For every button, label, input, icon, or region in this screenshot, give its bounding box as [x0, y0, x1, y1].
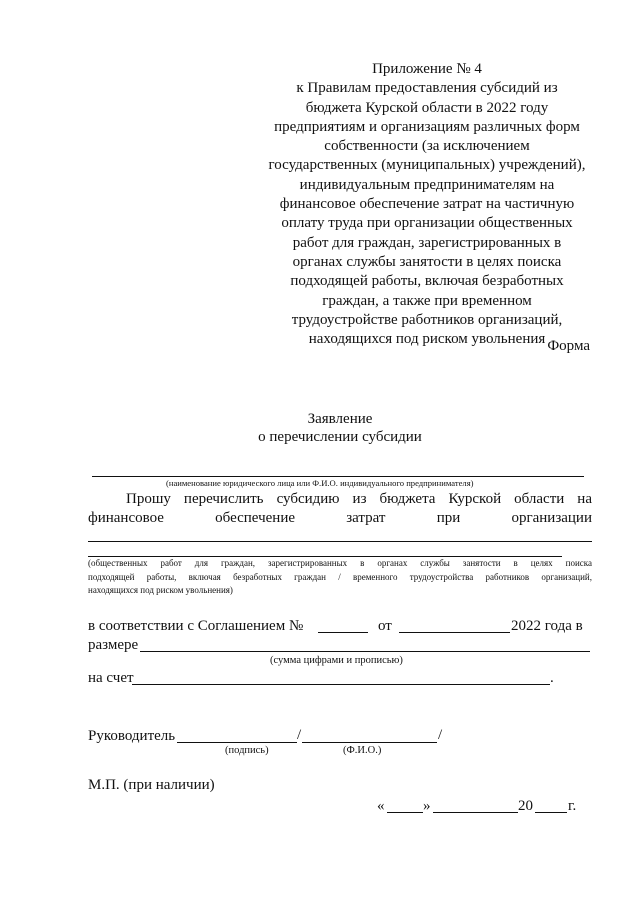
appendix-line: подходящей работы, включая безработных: [290, 273, 564, 290]
appendix-line: трудоустройстве работников организаций,: [291, 311, 563, 328]
appendix-line: бюджета Курской области в 2022 году: [305, 99, 549, 116]
purpose-caption: [88, 557, 592, 598]
appendix-line: работ для граждан, зарегистрированных в: [292, 234, 562, 251]
purpose-caption-line: (общественных работ для граждан, зарегистрированных в органах службы занятости в целях поиска: [88, 558, 592, 568]
appendix-line: органах службы занятости в целях поиска: [292, 253, 562, 270]
applicant-caption: (наименование юридического лица или Ф.И.О. индивидуального предпринимателя): [166, 478, 474, 488]
signature-slash-1: /: [297, 727, 302, 743]
appendix-header: [262, 60, 592, 349]
appendix-line: финансовое обеспечение затрат на частичную: [279, 196, 575, 213]
name-field[interactable]: [302, 742, 437, 743]
account-field[interactable]: [132, 684, 550, 685]
appendix-line: индивидуальным предпринимателям на: [299, 176, 555, 193]
amount-field[interactable]: [140, 651, 590, 652]
title-line-2: о перечислении субсидии: [258, 429, 422, 445]
document-title: [240, 410, 440, 446]
appendix-line: к Правилам предоставления субсидий из: [296, 80, 558, 97]
agreement-year: 2022 года в: [511, 618, 583, 634]
date-year-field[interactable]: [535, 812, 567, 813]
date-open-quote: «: [377, 798, 385, 814]
agreement-number-field[interactable]: [318, 632, 368, 633]
appendix-line: граждан, а также при временном: [322, 292, 532, 309]
appendix-line: Приложение № 4: [372, 61, 482, 77]
account-label: на счет: [88, 670, 134, 686]
appendix-line: государственных (муниципальных) учреждений),: [268, 157, 586, 174]
head-label: Руководитель: [88, 728, 176, 744]
date-day-field[interactable]: [387, 812, 423, 813]
appendix-line: оплату труда при организации общественных: [281, 215, 573, 232]
form-label: Форма: [547, 338, 590, 354]
account-end: .: [550, 670, 554, 686]
stamp-label: М.П. (при наличии): [88, 777, 215, 793]
date-month-field[interactable]: [433, 812, 518, 813]
amount-label: размере: [88, 637, 139, 653]
title-line-1: Заявление: [307, 411, 373, 427]
request-line-2: финансовое обеспечение затрат при организации: [88, 510, 592, 526]
agreement-prefix: в соответствии с Соглашением №: [88, 618, 304, 634]
appendix-line: находящихся под риском увольнения: [308, 331, 546, 348]
appendix-line: собственности (за исключением: [324, 138, 530, 155]
request-line-1: Прошу перечислить субсидию из бюджета Курской области на: [126, 491, 592, 507]
date-year-suffix: г.: [568, 798, 577, 814]
agreement-from: от: [378, 618, 392, 634]
agreement-date-field[interactable]: [399, 632, 510, 633]
amount-caption: (сумма цифрами и прописью): [270, 655, 403, 666]
purpose-caption-line: подходящей работы, включая безработных граждан / временного трудоустройства работников организаций,: [88, 571, 592, 582]
signature-field[interactable]: [177, 742, 297, 743]
purpose-caption-line: находящихся под риском увольнения): [88, 585, 233, 595]
purpose-field-1[interactable]: [88, 541, 592, 542]
sign-caption: (подпись): [225, 745, 269, 756]
name-caption: (Ф.И.О.): [343, 745, 382, 756]
date-close-quote: »: [423, 798, 431, 814]
appendix-line: предприятиям и организациям различных форм: [274, 118, 580, 135]
signature-slash-2: /: [438, 727, 443, 743]
date-century: 20: [518, 798, 533, 814]
